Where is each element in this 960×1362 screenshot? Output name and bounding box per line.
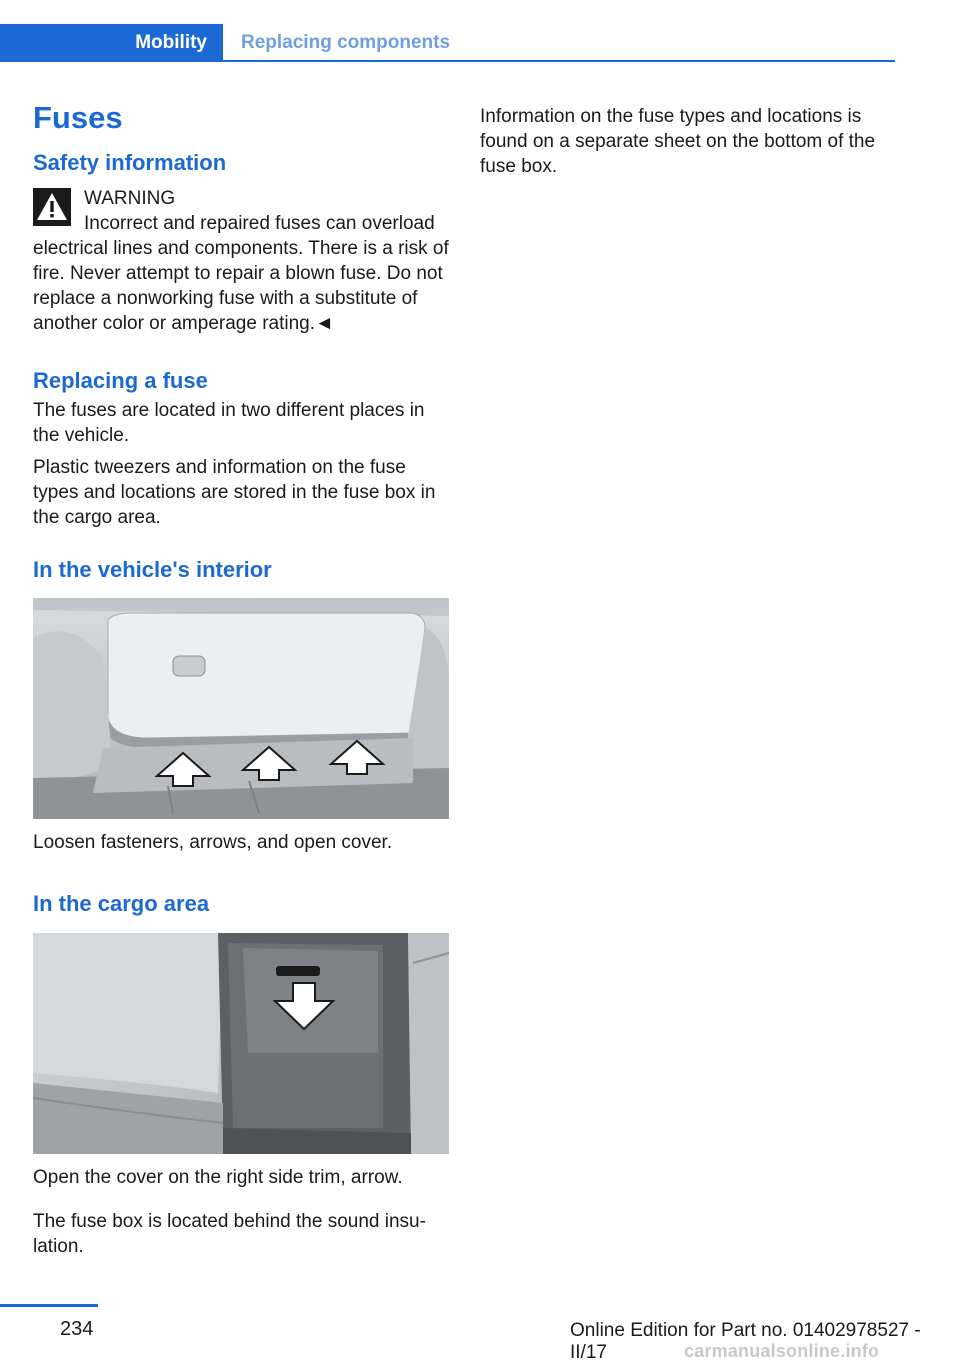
replacing-paragraph-2: Plastic tweezers and information on the fuse types and locations are stored in the fuse box in the cargo area. [33,457,436,528]
interior-heading: In the vehicle's interior [33,557,272,582]
watermark: carmanualsonline.info [684,1341,880,1361]
right-column [480,104,900,179]
page-header [0,24,895,62]
section-tab[interactable]: Replacing components [241,32,451,53]
warning-triangle-icon [33,188,71,226]
chapter-tab[interactable]: Mobility [0,24,223,62]
cargo-paragraph: The fuse box is located behind the sound insulation. [33,1211,426,1257]
page-number: 234 [60,1318,94,1340]
header-rule [0,60,895,62]
warning-text-line1: Incorrect and repaired fuses can overload [84,213,435,234]
warning-label: WARNING [84,188,176,209]
interior-caption: Loosen fasteners, arrows, and open cover. [33,832,393,853]
replacing-paragraph-1: The fuses are located in two different places in the vehicle. [33,400,425,446]
cargo-heading: In the cargo area [33,891,210,916]
warning-block [33,186,449,336]
edition-info: Online Edition for Part no. 01402978527 - II/17 [570,1320,921,1362]
fuse-info-paragraph: Information on the fuse types and locations is found on a separate sheet on the bottom of the fuse box. [480,106,876,177]
interior-fuse-cover-figure [33,598,449,819]
section-title: Fuses [33,100,123,135]
cargo-area-cover-figure [33,933,449,1154]
replacing-heading: Replacing a fuse [33,368,208,393]
warning-text: electrical lines and components. There is a risk of fire. Never attempt to repair a blown fuse. Do not replace a nonworking fuse with a substitute of another color or amperage rating.◄ [33,238,449,334]
safety-heading: Safety information [33,150,227,175]
footer-rule [0,1304,98,1307]
left-column [33,100,449,1259]
cargo-caption: Open the cover on the right side trim, arrow. [33,1167,403,1188]
